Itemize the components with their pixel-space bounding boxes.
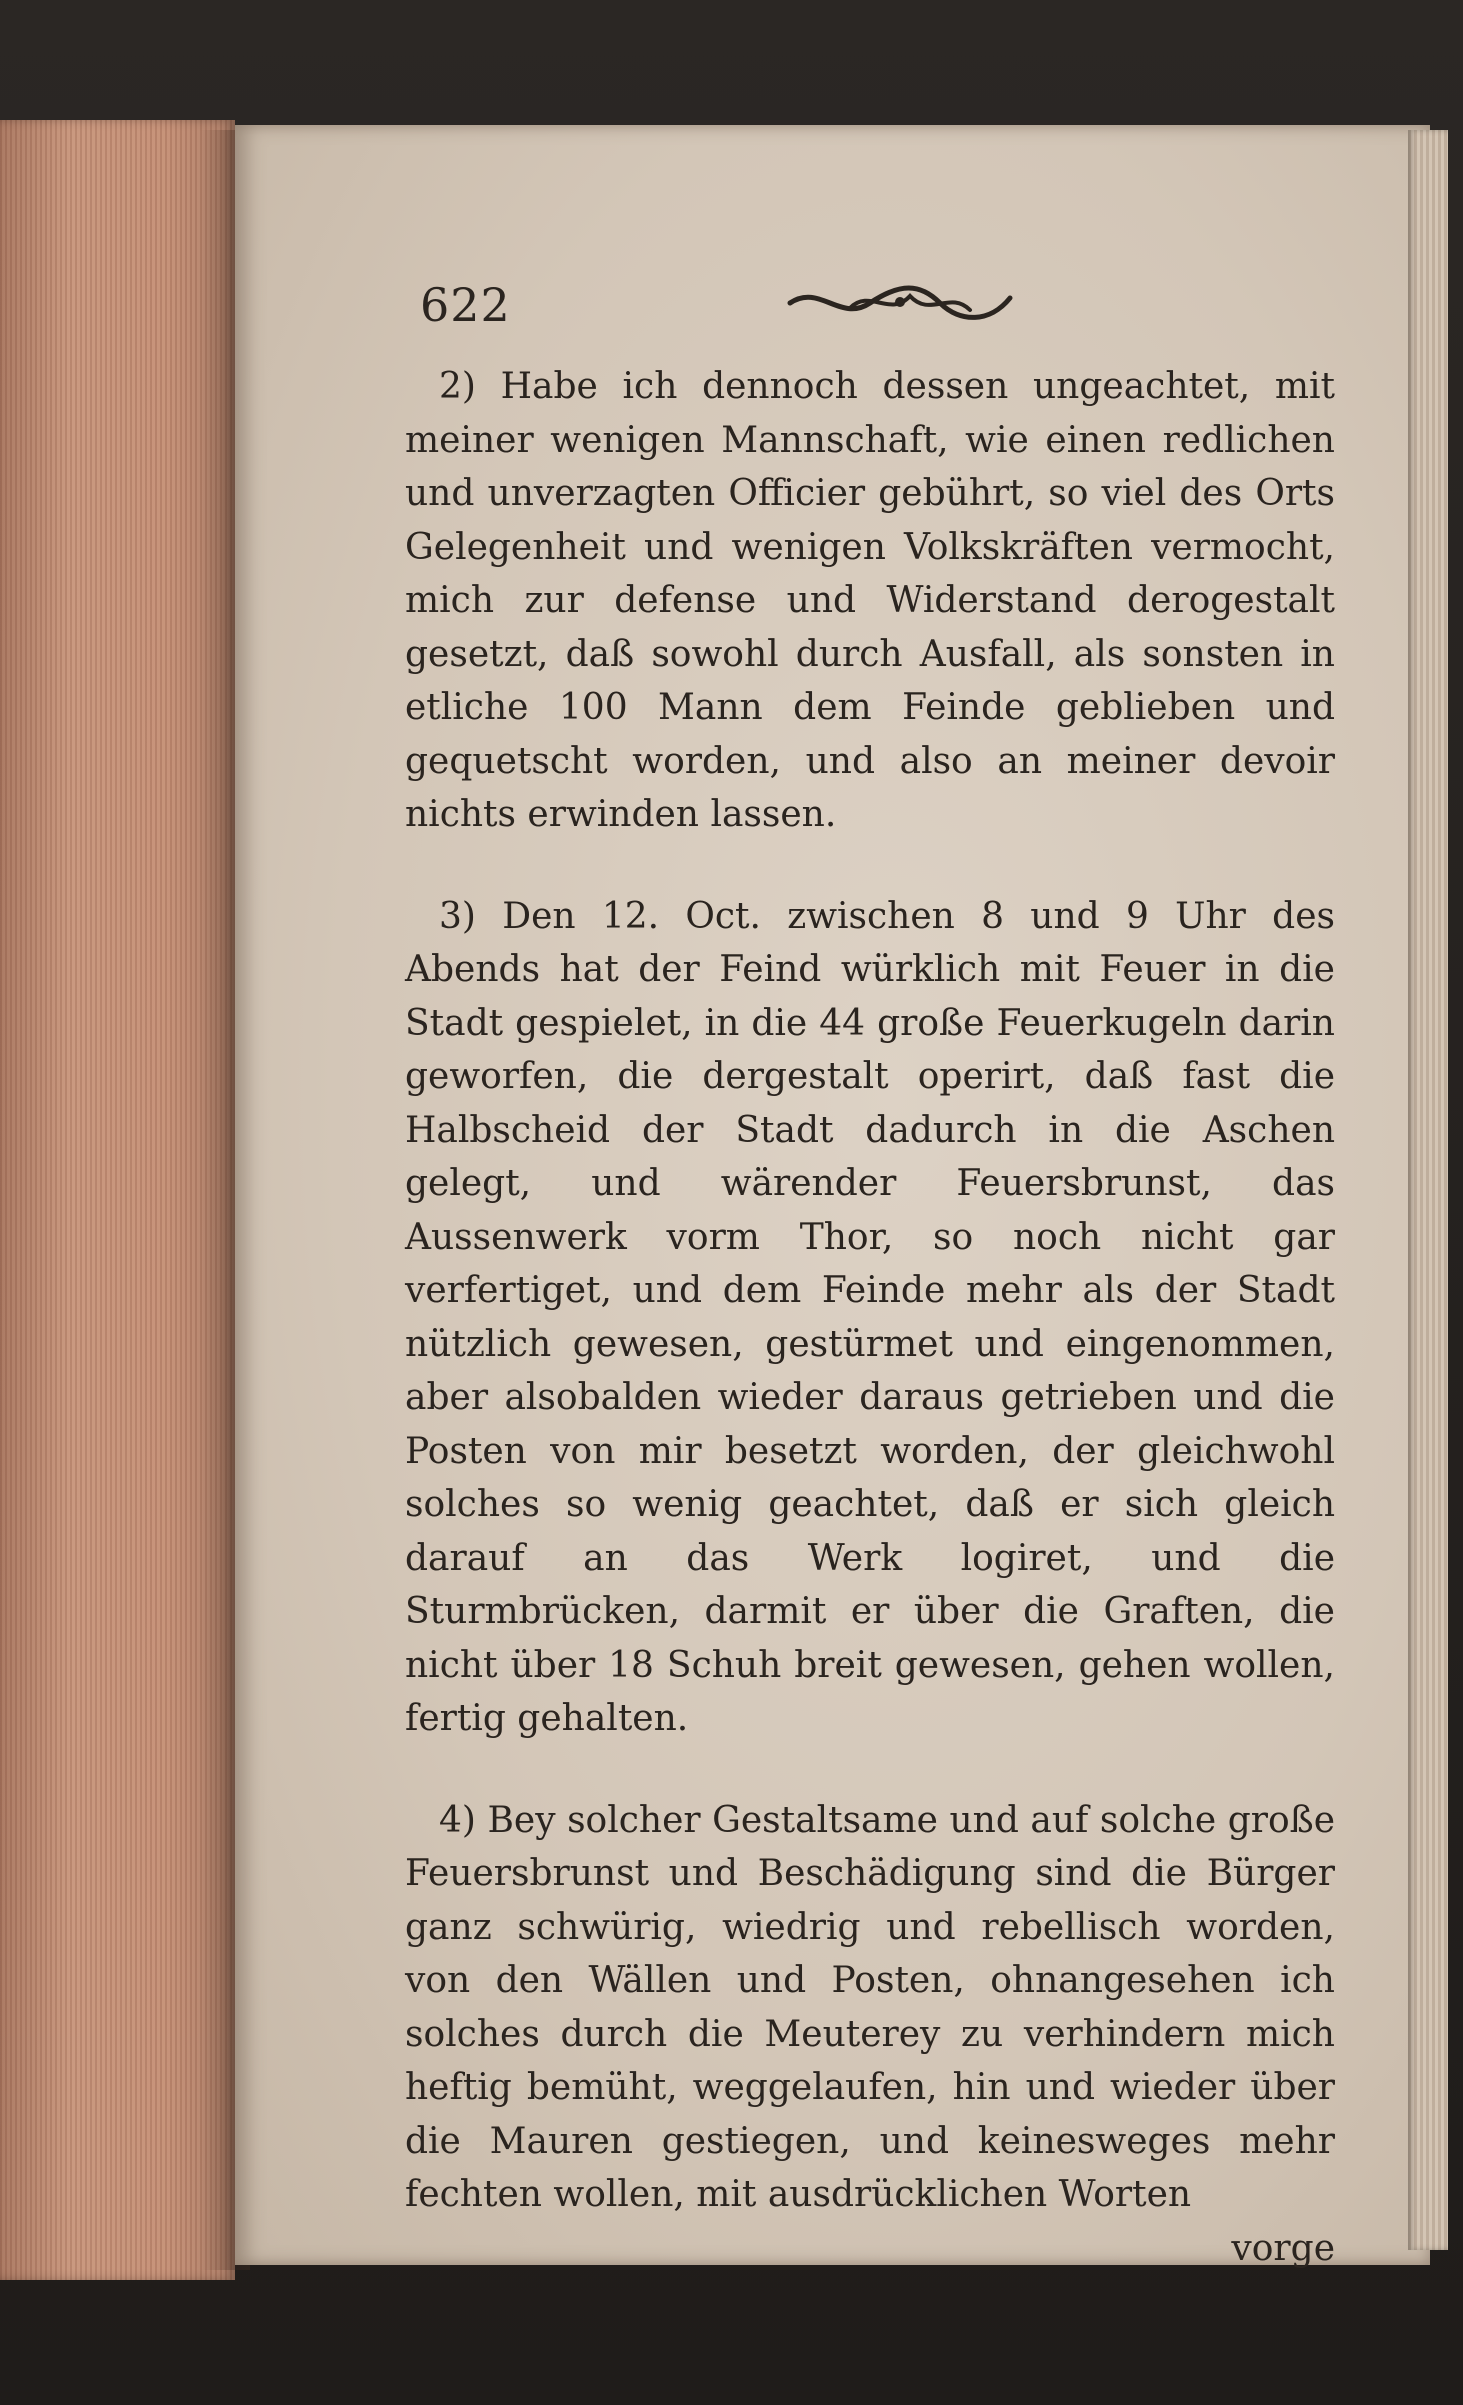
page-header xyxy=(420,270,1320,350)
page-number: 622 xyxy=(420,278,511,332)
body-text xyxy=(405,360,1335,2275)
catchword: vorge xyxy=(1231,2227,1335,2269)
book-edge-right xyxy=(1408,130,1448,2250)
paragraph-2: 2) Habe ich dennoch dessen ungeachtet, mit meiner wenigen Mannschaft, wie einen redlichen und unverzagten Officier gebührt, so viel des Orts Gelegenheit und wenigen Volkskräften vermocht, mich zur defense und Widerstand derogestalt gesetzt, daß sowohl durch Ausfall, als sonsten in etliche 100 Mann dem Feinde geblieben und gequetscht worden, und also an meiner devoir nichts erwinden lassen. xyxy=(405,366,1335,835)
paragraph-4: 4) Bey solcher Gestaltsame und auf solche große Feuersbrunst und Beschädigung sind die Bürger ganz schwürig, wiedrig und rebellisch worden, von den Wällen und Posten, ohnangesehen ich solches durch die Meuterey zu verhindern mich heftig bemüht, weggelaufen, hin und wieder über die Mauren gestiegen, und keinesweges mehr fechten wollen, mit ausdrücklichen Worten xyxy=(405,1799,1335,2215)
paragraph-3: 3) Den 12. Oct. zwischen 8 und 9 Uhr des Abends hat der Feind würklich mit Feuer in die Stadt gespielet, in die 44 große Feuerkugeln darin geworfen, die dergestalt operirt, daß fast die Halbscheid der Stadt dadurch in die Aschen gelegt, und wärender Feuersbrunst, das Aussenwerk vorm Thor, so noch nicht gar verfertiget, und dem Feinde mehr als der Stadt nützlich gewesen, gestürmet und eingenommen, aber alsobalden wieder daraus getrieben und die Posten von mir besetzt worden, der gleichwohl solches so wenig geachtet, daß er sich gleich darauf an das Werk logiret, und die Sturmbrücken, darmit er über die Graften, die nicht über 18 Schuh breit gewesen, gehen wollen, fertig gehalten. xyxy=(405,895,1335,1739)
ornament-icon xyxy=(780,278,1020,328)
